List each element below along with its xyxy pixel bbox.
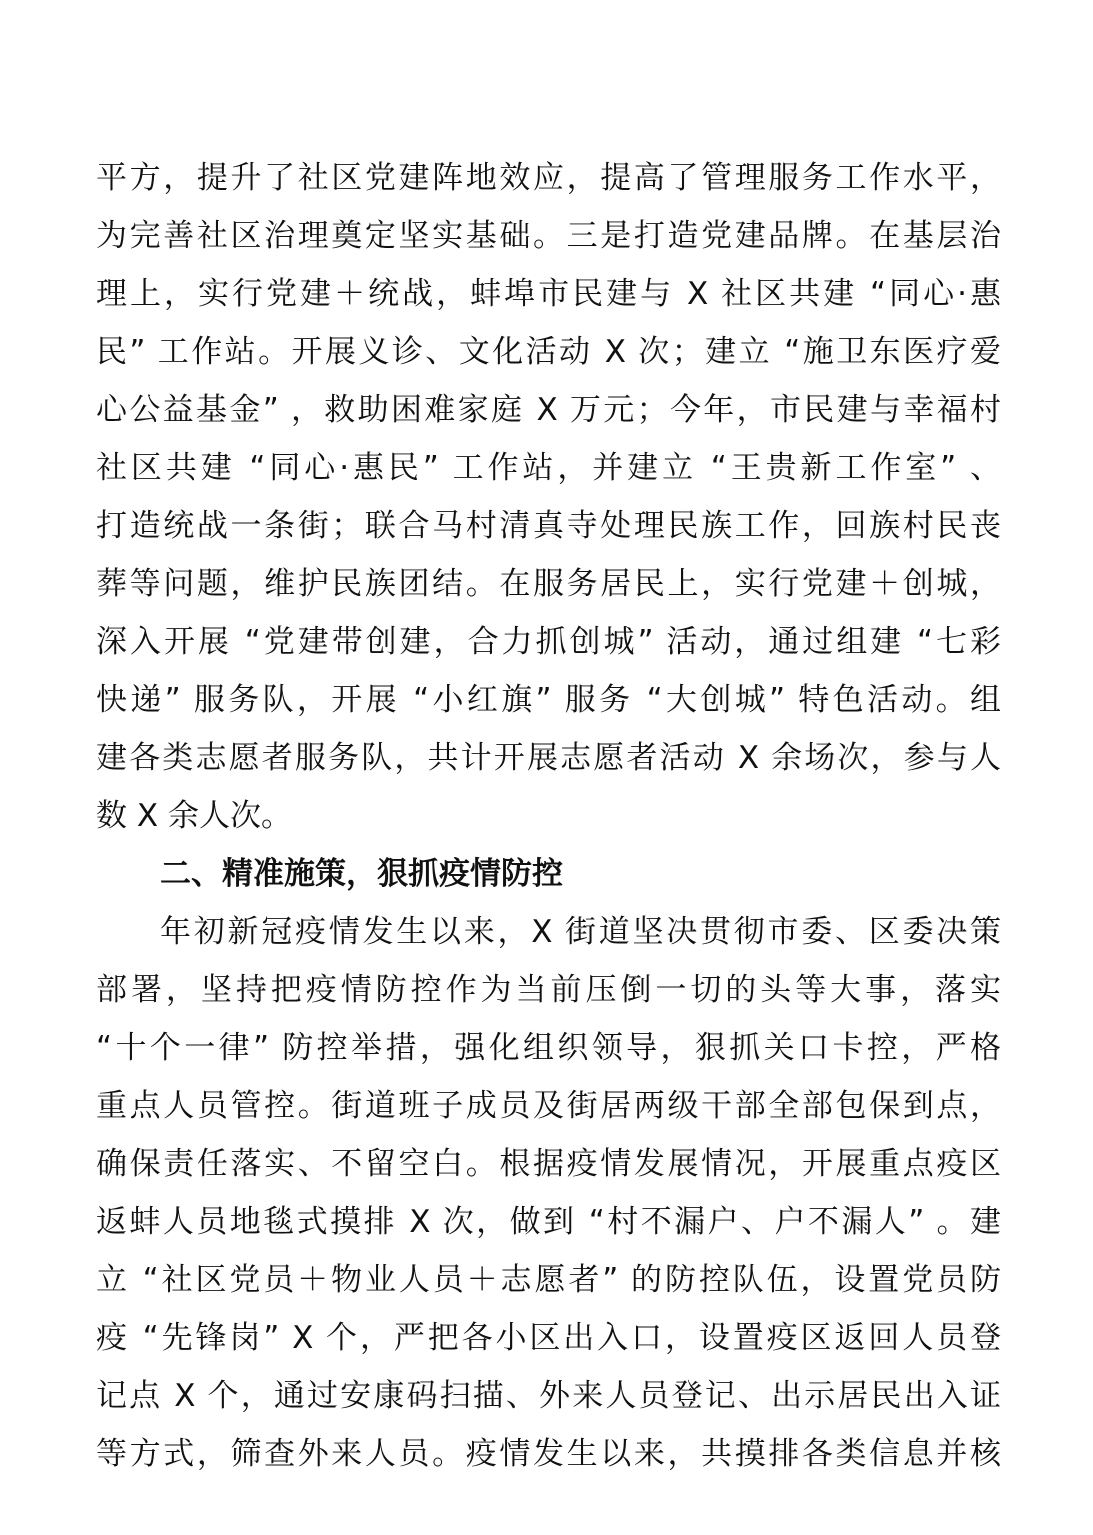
section-heading-2: 二、精准施策，狠抓疫情防控 xyxy=(160,856,563,892)
paragraph1-line-2: 为完善社区治理奠定坚实基础。三是打造党建品牌。在基层治 xyxy=(96,218,1001,254)
paragraph1-line-12: 数 X 余人次。 xyxy=(96,798,292,834)
paragraph1-line-4: 民” 工作站。开展义诊、文化活动 X 次；建立 “施卫东医疗爱 xyxy=(96,334,1001,370)
paragraph2-line-7: 立 “社区党员＋物业人员＋志愿者” 的防控队伍，设置党员防 xyxy=(96,1262,1001,1298)
paragraph2-line-1: 年初新冠疫情发生以来，X 街道坚决贯彻市委、区委决策 xyxy=(160,914,1001,950)
paragraph2-line-9: 记点 X 个，通过安康码扫描、外来人员登记、出示居民出入证 xyxy=(96,1378,1001,1414)
paragraph1-line-11: 建各类志愿者服务队，共计开展志愿者活动 X 余场次，参与人 xyxy=(96,740,1001,776)
paragraph1-line-6: 社区共建 “同心·惠民” 工作站，并建立 “王贵新工作室” 、 xyxy=(96,450,1001,486)
paragraph2-line-8: 疫 “先锋岗” X 个，严把各小区出入口，设置疫区返回人员登 xyxy=(96,1320,1001,1356)
paragraph1-line-8: 葬等问题，维护民族团结。在服务居民上，实行党建＋创城， xyxy=(96,566,1001,602)
paragraph1-line-9: 深入开展 “党建带创建，合力抓创城” 活动，通过组建 “七彩 xyxy=(96,624,1001,660)
paragraph2-line-5: 确保责任落实、不留空白。根据疫情发展情况，开展重点疫区 xyxy=(96,1146,1001,1182)
paragraph1-line-1: 平方，提升了社区党建阵地效应，提高了管理服务工作水平， xyxy=(96,160,1001,196)
paragraph1-line-10: 快递” 服务队，开展 “小红旗” 服务 “大创城” 特色活动。组 xyxy=(96,682,1001,718)
paragraph1-line-7: 打造统战一条街；联合马村清真寺处理民族工作，回族村民丧 xyxy=(96,508,1001,544)
paragraph2-line-3: “十个一律” 防控举措，强化组织领导，狠抓关口卡控，严格 xyxy=(96,1030,1001,1066)
paragraph2-line-2: 部署，坚持把疫情防控作为当前压倒一切的头等大事，落实 xyxy=(96,972,1001,1008)
paragraph2-line-10: 等方式，筛查外来人员。疫情发生以来，共摸排各类信息并核 xyxy=(96,1436,1001,1472)
paragraph2-line-6: 返蚌人员地毯式摸排 X 次，做到 “村不漏户、户不漏人” 。建 xyxy=(96,1204,1001,1240)
paragraph1-line-3: 理上，实行党建＋统战，蚌埠市民建与 X 社区共建 “同心·惠 xyxy=(96,276,1001,312)
paragraph1-line-5: 心公益基金” ，救助困难家庭 X 万元；今年，市民建与幸福村 xyxy=(96,392,1001,428)
paragraph2-line-4: 重点人员管控。街道班子成员及街居两级干部全部包保到点， xyxy=(96,1088,1001,1124)
